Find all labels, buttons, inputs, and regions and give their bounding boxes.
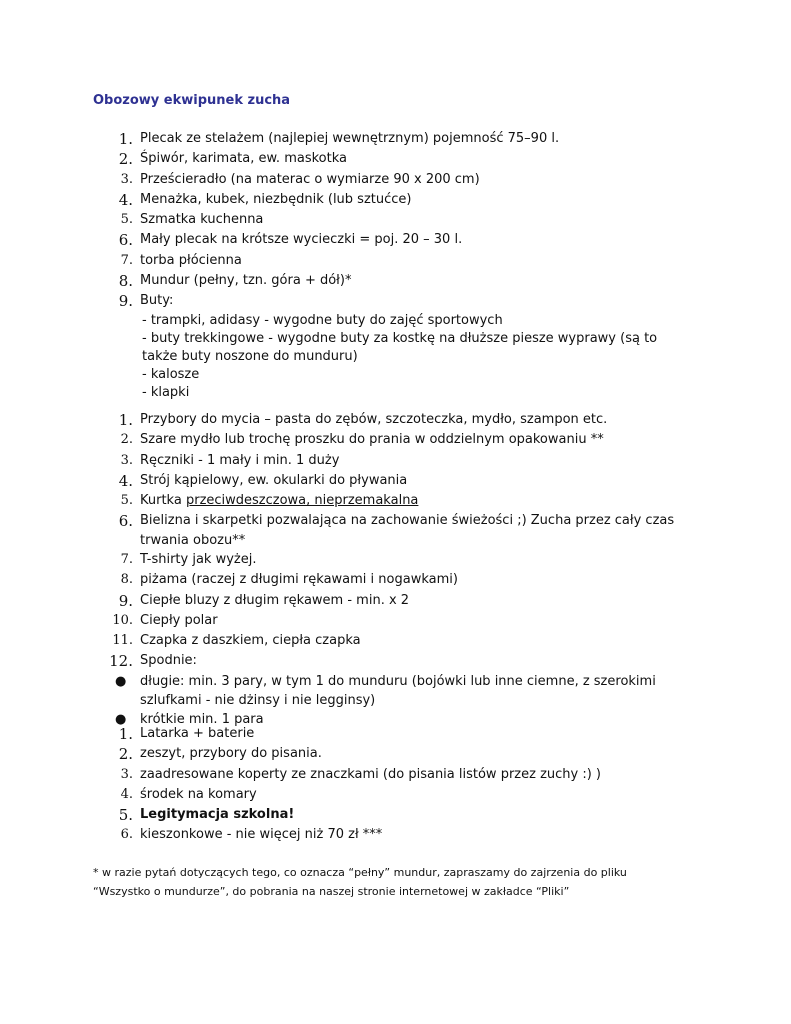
- list-item-continuation: szlufkami - nie dżinsy i nie legginsy): [140, 693, 376, 709]
- list-item: 9. Ciepłe bluzy z długim rękawem - min. x 2: [118, 591, 410, 610]
- bullet-item: ● krótkie min. 1 para: [0, 710, 791, 730]
- list-item: 5. Kurtka przeciwdeszczowa, nieprzemakalna: [120, 493, 419, 509]
- footnote-line: “Wszystko o mundurze”, do pobrania na naszej stronie internetowej w zakładce “Pliki”: [93, 884, 570, 898]
- shoes-item: - trampki, adidasy - wygodne buty do zajęć sportowych: [142, 312, 503, 328]
- list-item: 6. kieszonkowe - nie więcej niż 70 zł ***: [120, 827, 383, 843]
- list-item: 5. Szmatka kuchenna: [120, 212, 264, 228]
- shoes-item: także buty noszone do munduru): [142, 349, 358, 365]
- shoes-item: - klapki: [142, 385, 190, 401]
- shoes-item: - kalosze: [142, 367, 200, 383]
- list-item: 1. Plecak ze stelażem (najlepiej wewnętrznym) pojemność 75–90 l.: [118, 130, 560, 148]
- list-item: 3. zaadresowane koperty ze znaczkami (do pisania listów przez zuchy :) ): [120, 766, 602, 782]
- footnote: [93, 864, 713, 901]
- list-item: 9. Buty:: [118, 292, 174, 311]
- shoes-item: - buty trekkingowe - wygodne buty za kostkę na dłuższe piesze wyprawy (są to: [142, 330, 658, 346]
- list-item: 4. Strój kąpielowy, ew. okularki do pływania: [118, 471, 408, 490]
- list-item: 2. zeszyt, przybory do pisania.: [118, 745, 322, 764]
- list-item: 4. Menażka, kubek, niezbędnik (lub sztućce): [118, 190, 412, 209]
- list-item: 8. piżama (raczej z długimi rękawami i nogawkami): [120, 572, 458, 588]
- list-item: 11. Czapka z daszkiem, ciepła czapka: [112, 633, 361, 649]
- list-item: 6. Bielizna i skarpetki pozwalająca na zachowanie świeżości ;) Zucha przez cały czas: [118, 512, 675, 531]
- list-item: 3. Prześcieradło (na materac o wymiarze 90 x 200 cm): [120, 171, 480, 187]
- list-item: 2. Śpiwór, karimata, ew. maskotka: [118, 150, 347, 169]
- document-title: Obozowy ekwipunek zucha: [93, 93, 291, 108]
- underlined-text: przeciwdeszczowa, nieprzemakalna: [185, 493, 419, 509]
- bullet-icon: ●: [115, 712, 127, 728]
- list-item: 2. Szare mydło lub trochę proszku do prania w oddzielnym opakowaniu **: [120, 432, 604, 448]
- bullet-icon: ●: [115, 673, 127, 689]
- list-item: 5. Legitymacja szkolna!: [118, 806, 295, 825]
- list-item-continuation: trwania obozu**: [140, 532, 246, 548]
- equipment-list-2: [0, 410, 791, 731]
- list-item: 7. T-shirty jak wyżej.: [120, 551, 257, 567]
- equipment-list-1: [0, 129, 791, 403]
- list-item: 8. Mundur (pełny, tzn. góra + dół)*: [118, 272, 352, 291]
- footnote-line: * w razie pytań dotyczących tego, co oznacza “pełny” mundur, zapraszamy do zajrzenia do pliku: [93, 866, 627, 879]
- list-item: 1. Latarka + baterie: [118, 725, 255, 743]
- list-item: 7. torba płócienna: [120, 252, 242, 268]
- list-item: 12. Spodnie:: [109, 652, 197, 671]
- list-item: 6. Mały plecak na krótsze wycieczki = poj. 20 – 30 l.: [118, 231, 463, 250]
- list-item: 10. Ciepły polar: [112, 612, 218, 628]
- bullet-item: ● długie: min. 3 pary, w tym 1 do munduru (bojówki lub inne ciemne, z szerokimi: [0, 672, 791, 692]
- list-item: 3. Ręczniki - 1 mały i min. 1 duży: [120, 452, 340, 468]
- list-item: 1. Przybory do mycia – pasta do zębów, szczoteczka, mydło, szampon etc.: [118, 411, 608, 429]
- list-item: 4. środek na komary: [120, 786, 257, 802]
- equipment-list-3: [0, 724, 791, 846]
